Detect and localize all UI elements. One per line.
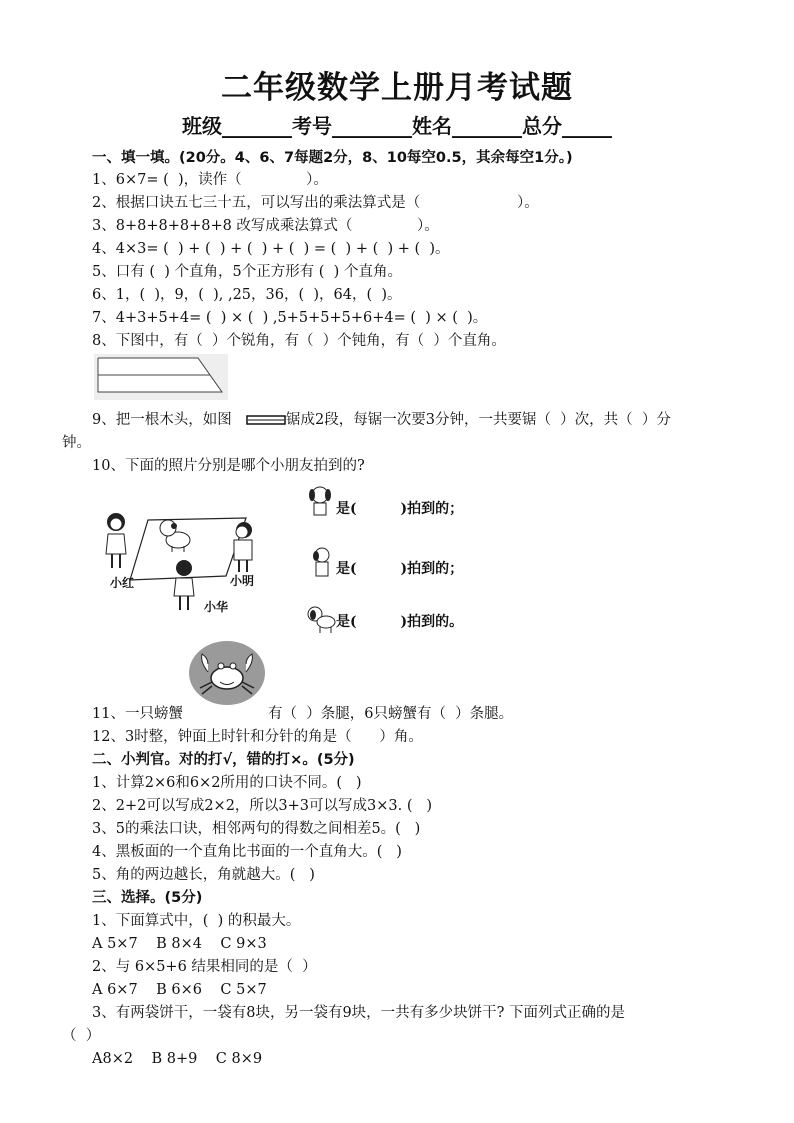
section2-heading: 二、小判官。对的打√，错的打×。(5分)	[92, 752, 355, 768]
question-1-8: 8、下图中，有（ ）个锐角，有（ ）个钝角，有（ ）个直角。	[92, 333, 506, 349]
question-1-2: 2、根据口诀五七三十五，可以写出的乘法算式是（ ）。	[92, 195, 539, 211]
judge-item-1: 1、计算2×6和6×2所用的口诀不同。( )	[92, 775, 362, 791]
photo-1-answer: 是( )拍到的；	[336, 501, 464, 517]
dog-photo-back-icon	[310, 546, 334, 578]
judge-item-2: 2、2+2可以写成2×2，所以3+3可以写成3×3. ( )	[92, 798, 432, 814]
wood-log-icon	[246, 415, 286, 425]
question-1-10: 10、下面的照片分别是哪个小朋友拍到的?	[92, 458, 365, 474]
dog-photo-front-icon	[306, 485, 334, 517]
question-1-1: 1、6×7= ( )，读作（ ）。	[92, 172, 328, 188]
question-1-12: 12、3时整，钟面上时针和分针的角是（ ）角。	[92, 729, 423, 745]
question-1-4: 4、4×3= ( ) + ( ) + ( ) + ( ) = ( ) + ( ) + ( )。	[92, 241, 450, 257]
choice-question-3-blank: （ ）	[62, 1028, 101, 1044]
student-info-line: 班级_______考号________姓名_______总分_____	[182, 114, 612, 138]
choice-question-2-options: A 6×7 B 6×6 C 5×7	[92, 982, 267, 998]
choice-question-2: 2、与 6×5+6 结果相同的是（ ）	[92, 959, 317, 975]
choice-question-3-options: A8×2 B 8+9 C 8×9	[92, 1051, 263, 1067]
section1-heading: 一、填一填。(20分。4、6、7每题2分，8、10每空0.5，其余每空1分。)	[92, 150, 573, 166]
question-1-9-part-c: 钟。	[62, 435, 91, 451]
crab-icon	[188, 640, 266, 706]
kids-dog-scene	[96, 488, 266, 618]
page-title: 二年级数学上册月考试题	[221, 70, 573, 106]
question-1-11-part-a: 11、一只螃蟹	[92, 706, 183, 722]
dog-photo-side-icon	[306, 604, 336, 634]
judge-item-4: 4、黑板面的一个直角比书面的一个直角大。( )	[92, 844, 402, 860]
question-1-6: 6、1，( )，9，( ), ,25，36，( )，64，( )。	[92, 287, 402, 303]
label-xiaohong: 小红	[110, 576, 135, 590]
scene-drawing	[96, 488, 266, 618]
question-1-9-part-b: 锯成2段，每锯一次要3分钟，一共要锯（ ）次，共（ ）分	[286, 412, 671, 428]
photo-3-answer: 是( )拍到的。	[336, 614, 464, 630]
trapezoid-figure	[94, 354, 228, 400]
choice-question-1: 1、下面算式中，( ) 的积最大。	[92, 913, 301, 929]
photo-2-answer: 是( )拍到的；	[336, 561, 464, 577]
label-xiaohua: 小华	[204, 600, 229, 614]
label-xiaoming: 小明	[230, 574, 255, 588]
question-1-5: 5、口有 ( ) 个直角，5个正方形有 ( ) 个直角。	[92, 264, 402, 280]
choice-question-3: 3、有两袋饼干，一袋有8块，另一袋有9块，一共有多少块饼干? 下面列式正确的是	[92, 1005, 626, 1021]
section3-heading: 三、选择。(5分)	[92, 890, 203, 906]
judge-item-5: 5、角的两边越长，角就越大。( )	[92, 867, 315, 883]
question-1-11-part-b: 有（ ）条腿，6只螃蟹有（ ）条腿。	[268, 706, 514, 722]
judge-item-3: 3、5的乘法口诀，相邻两句的得数之间相差5。( )	[92, 821, 421, 837]
question-1-7: 7、4+3+5+4= ( ) × ( ) ,5+5+5+5+6+4= ( ) × ( )。	[92, 310, 488, 326]
question-1-9-part-a: 9、把一根木头，如图	[92, 412, 232, 428]
question-1-3: 3、8+8+8+8+8+8 改写成乘法算式（ ）。	[92, 218, 439, 234]
choice-question-1-options: A 5×7 B 8×4 C 9×3	[92, 936, 267, 952]
